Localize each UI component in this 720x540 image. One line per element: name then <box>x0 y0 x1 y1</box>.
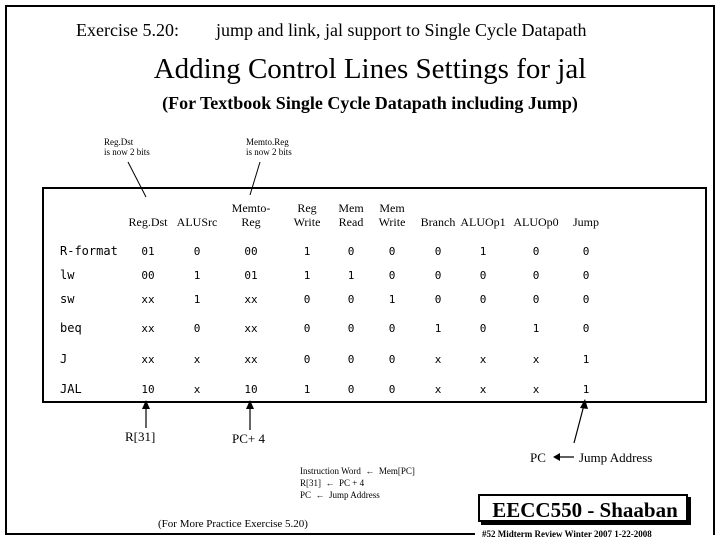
table-cell: 1 <box>532 322 540 335</box>
table-cell: 0 <box>193 322 201 335</box>
table-cell: x <box>434 353 442 366</box>
column-header-line2: Read <box>338 215 364 229</box>
brand-box <box>478 494 688 522</box>
table-cell: xx <box>244 322 258 335</box>
table-cell: 0 <box>479 293 487 306</box>
slide-subtitle: (For Textbook Single Cycle Datapath including Jump) <box>162 93 578 113</box>
table-cell: 0 <box>434 269 442 282</box>
column-header <box>379 201 406 229</box>
table-cell: 0 <box>388 269 396 282</box>
table-cell: 0 <box>582 245 590 258</box>
memtoreg-note-line1: Memto.Reg <box>246 137 289 147</box>
table-cell: 1 <box>303 269 311 282</box>
table-cell: 0 <box>388 245 396 258</box>
table-cell: 01 <box>141 245 155 258</box>
pc-plus-4-note-label: PC + 4 <box>339 478 365 488</box>
table-cell: 0 <box>347 353 355 366</box>
table-cell: 0 <box>303 353 311 366</box>
table-cell: x <box>479 353 487 366</box>
table-cell: 1 <box>303 383 311 396</box>
column-header-line1 <box>573 201 599 215</box>
column-header <box>177 201 218 229</box>
table-cell: 0 <box>347 293 355 306</box>
column-header-line1: Memto- <box>231 201 271 215</box>
row-label: beq <box>60 321 82 335</box>
table-cell: 0 <box>532 293 540 306</box>
column-header-line2: ALUSrc <box>176 215 218 229</box>
column-header <box>294 201 321 229</box>
jal-note-line2 <box>300 477 415 489</box>
column-header-line2: ALUOp0 <box>513 215 559 229</box>
table-cell: 0 <box>532 245 540 258</box>
column-header-line1: Mem <box>379 201 405 215</box>
column-header-line2: Reg <box>241 215 261 229</box>
column-header-line1 <box>513 201 558 215</box>
column-header-line1 <box>460 201 505 215</box>
row-label: JAL <box>60 382 82 396</box>
jump-address-label: Jump Address <box>579 450 653 465</box>
table-cell: 1 <box>582 383 590 396</box>
exercise-number: Exercise 5.20: <box>76 20 179 40</box>
jal-note-block <box>300 465 415 501</box>
column-header-line2: Jump <box>572 215 600 229</box>
column-header-line2: Branch <box>420 215 456 229</box>
brand-title: EECC550 - Shaaban <box>492 498 678 522</box>
column-header-line2: Write <box>378 215 406 229</box>
table-cell: x <box>193 383 201 396</box>
table-cell: 0 <box>479 269 487 282</box>
row-label: R-format <box>60 244 118 258</box>
pc-note-label: PC <box>300 490 312 500</box>
table-cell: 0 <box>347 383 355 396</box>
slide-title: Adding Control Lines Settings for jal <box>153 53 587 85</box>
table-cell: 1 <box>347 269 355 282</box>
column-header <box>513 201 558 229</box>
table-cell: 1 <box>388 293 396 306</box>
table-cell: 0 <box>434 293 442 306</box>
mem-pc-label: Mem[PC] <box>378 466 415 476</box>
table-cell: 0 <box>303 322 311 335</box>
row-label: lw <box>60 268 75 282</box>
table-cell: 0 <box>582 269 590 282</box>
table-cell: 1 <box>193 269 201 282</box>
row-label: J <box>60 352 68 366</box>
table-cell: 0 <box>193 245 201 258</box>
slide-info: #52 Midterm Review Winter 2007 1-22-2008 <box>482 529 652 539</box>
table-cell: 0 <box>388 353 396 366</box>
table-cell: 0 <box>347 245 355 258</box>
column-header-line1 <box>177 201 218 215</box>
table-cell: 0 <box>347 322 355 335</box>
column-header-line2: Write <box>293 215 321 229</box>
r31-note-label: R[31] <box>300 478 321 488</box>
table-cell: x <box>479 383 487 396</box>
row-label: sw <box>60 292 75 306</box>
column-header <box>460 201 505 229</box>
table-cell: 1 <box>582 353 590 366</box>
table-cell: 0 <box>582 293 590 306</box>
column-header <box>338 201 363 229</box>
table-cell: 10 <box>244 383 258 396</box>
table-cell: 0 <box>434 245 442 258</box>
exercise-description: jump and link, jal support to Single Cycle Datapath <box>216 20 587 40</box>
memtoreg-note-line2: is now 2 bits <box>246 147 292 157</box>
jal-note-line3 <box>300 489 415 501</box>
column-header <box>129 201 168 229</box>
table-cell: x <box>532 383 540 396</box>
table-cell: 0 <box>479 322 487 335</box>
table-cell: 0 <box>303 293 311 306</box>
jal-note-line1 <box>300 465 415 477</box>
table-cell: 0 <box>388 322 396 335</box>
column-header <box>421 201 456 229</box>
instruction-word-label: Instruction Word <box>300 466 361 476</box>
table-cell: xx <box>244 293 258 306</box>
table-cell: x <box>193 353 201 366</box>
table-cell: 1 <box>434 322 442 335</box>
left-arrow-icon: ← <box>363 466 377 476</box>
left-arrow-icon: ← <box>323 478 337 488</box>
table-cell: 00 <box>244 245 258 258</box>
column-header-line1: Reg <box>297 201 317 215</box>
table-cell: 10 <box>141 383 155 396</box>
practice-note: (For More Practice Exercise 5.20) <box>158 518 308 530</box>
regdst-note-line2: is now 2 bits <box>104 147 150 157</box>
table-cell: 00 <box>141 269 155 282</box>
table-cell: x <box>532 353 540 366</box>
table-cell: xx <box>141 353 155 366</box>
table-cell: 0 <box>532 269 540 282</box>
pc-label: PC <box>530 450 546 465</box>
column-header-line1 <box>129 201 168 215</box>
column-header-line1 <box>421 201 456 215</box>
column-header-line2: ALUOp1 <box>460 215 506 229</box>
table-cell: 01 <box>244 269 258 282</box>
table-cell: xx <box>141 322 155 335</box>
column-header-line2: Reg.Dst <box>128 215 168 229</box>
r31-label: R[31] <box>125 429 156 444</box>
regdst-note-line1: Reg.Dst <box>104 137 134 147</box>
column-header <box>232 201 271 229</box>
table-cell: 0 <box>388 383 396 396</box>
table-cell: 1 <box>479 245 487 258</box>
column-header <box>573 201 599 229</box>
column-header-line1: Mem <box>338 201 364 215</box>
table-cell: 1 <box>193 293 201 306</box>
jump-address-note-label: Jump Address <box>329 490 380 500</box>
left-arrow-icon: ← <box>313 490 327 500</box>
table-cell: 1 <box>303 245 311 258</box>
table-cell: xx <box>244 353 258 366</box>
table-cell: 0 <box>582 322 590 335</box>
table-cell: xx <box>141 293 155 306</box>
pc-plus-4-label: PC+ 4 <box>232 431 265 446</box>
table-cell: x <box>434 383 442 396</box>
